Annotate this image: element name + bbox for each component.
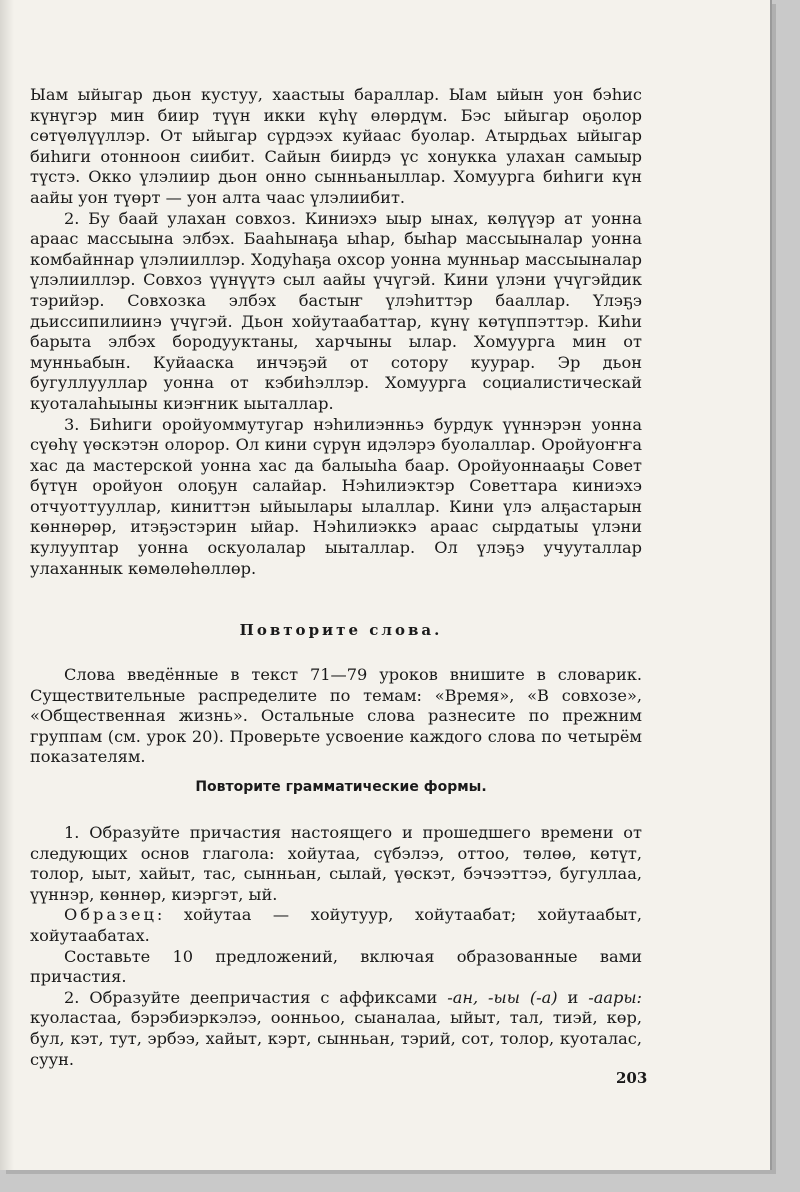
instruction-words-text: Слова введённые в текст 71—79 уроков внишите в словарик. Существительные распределите по темам: «Время», «В совхозе», «Общественная жизнь». Остальные слова разнесите по прежним группам (см. урок 20). Проверьте усвоение каждого слова по четырём показателям. xyxy=(30,665,642,767)
page-binding-shadow xyxy=(0,0,14,1170)
paragraph-1: Ыам ыйыгар дьон кустуу, хаастыы бараллар. Ыам ыйын уон бэһис күнүгэр мин биир түүн икки күһү өлөрдүм. Бэс ыйыгар оҕолор сөтүөлүүллэр. От ыйыгар сүрдээх куйаас буолар. Атырдьах ыйыгар биһиги отонноон сиибит. Сайын биирдэ үс хонукка улахан самыыр түстэ. Окко үлэлиир дьон онно сынньаныллар. Хомуурга биһиги күн аайы уон түөрт — уон алта чаас үлэлиибит. xyxy=(30,85,642,207)
affix-a: (-а) xyxy=(529,987,558,1007)
affix-an-yy: -ан, -ыы xyxy=(447,987,520,1007)
instruction-words xyxy=(30,665,642,768)
compose-task: Составьте 10 предложений, включая образованные вами причастия. xyxy=(30,946,642,987)
paragraph-3: 3. Биһиги оройуоммутугар нэһилиэнньэ бурдук үүннэрэн уонна сүөһү үөскэтэн олорор. Ол кини сүрүн идэлэрэ буолаллар. Оройуоҥҥа хас да мастерской уонна хас да балыыһа баар. Оройуоннааҕы Совет бүтүн оройуон олоҕун салайар. Нэһилиэктэр Советтара киниэхэ отчуоттууллар, киниттэн ыйыылары ылаллар. Кини үлэ алҕастарын көннөрөр, итэҕэстэрин ыйар. Нэһилиэккэ араас сырдатыы үлэни кулууптар уонна оскуолалар ыыталлар. Ол үлэҕэ учууталлар улаханнык көмөлөһөллөр. xyxy=(30,414,642,578)
exercise-2-words: куоластаа, бэрэбиэркэлээ, оонньоо, сыаналаа, ыйыт, тал, тиэй, көр, бул, кэт, тут, эрбээ, хайыт, кэрт, сынньан, тэрий, сот, толор, куоталас, суун. xyxy=(30,1008,642,1069)
exercise-2-intro: 2. Образуйте деепричастия с аффиксами xyxy=(64,987,448,1007)
page-number: 203 xyxy=(616,1069,648,1087)
exercise-2 xyxy=(30,988,642,1070)
paragraph-2: 2. Бу баай улахан совхоз. Киниэхэ ыыр ынах, көлүүэр ат уонна араас массыына элбэх. Бааһынаҕа ыһар, быһар массыыналар уонна комбайннар үлэлииллэр. Ходуһаҕа охсор уонна мунньар массыыналар үлэлииллэр. Совхоз үүнүүтэ сыл аайы үчүгэй. Кини үлэни үчүгэйдик тэрийэр. Совхозка элбэх бастыҥ үлэһиттэр бааллар. Үлэҕэ дьиссипилиинэ үчүгэй. Дьон хойутаабаттар, күнү көтүппэттэр. Киһи барыта элбэх бородууктаны, харчыны ылар. Хомуурга мин от мунньабын. Куйааска инчэҕэй от сотору куурар. Эр дьон бугуллууллар уонна от кэбиһэллэр. Хомуурга социалистическай куоталаһыыны киэҥник ыыталлар. xyxy=(30,208,642,413)
heading-grammar-forms: Повторите грамматические формы. xyxy=(195,779,487,795)
sample-label: Образец xyxy=(64,905,157,925)
affix-aary: -аары: xyxy=(588,987,642,1007)
yakut-text-body xyxy=(30,85,642,579)
heading-repeat-words: Повторите слова. xyxy=(239,621,443,639)
exercise-2-and: и xyxy=(557,987,589,1007)
sample-line xyxy=(30,905,642,946)
exercise-1: 1. Образуйте причастия настоящего и прошедшего времени от следующих основ глагола: хойутаа, сүбэлээ, оттоо, төлөө, көтүт, толор, ыыт, хайыт, тас, сынньан, сылай, үөскэт, бэчээттээ, бугуллаа, үүннэр, көннөр, киэргэт, ый. xyxy=(30,823,642,904)
sample-text: : хойутаа — хойутуур, хойутаабат; хойутаабыт, хойутаабатах. xyxy=(30,905,642,945)
grammar-exercises xyxy=(30,823,642,1070)
